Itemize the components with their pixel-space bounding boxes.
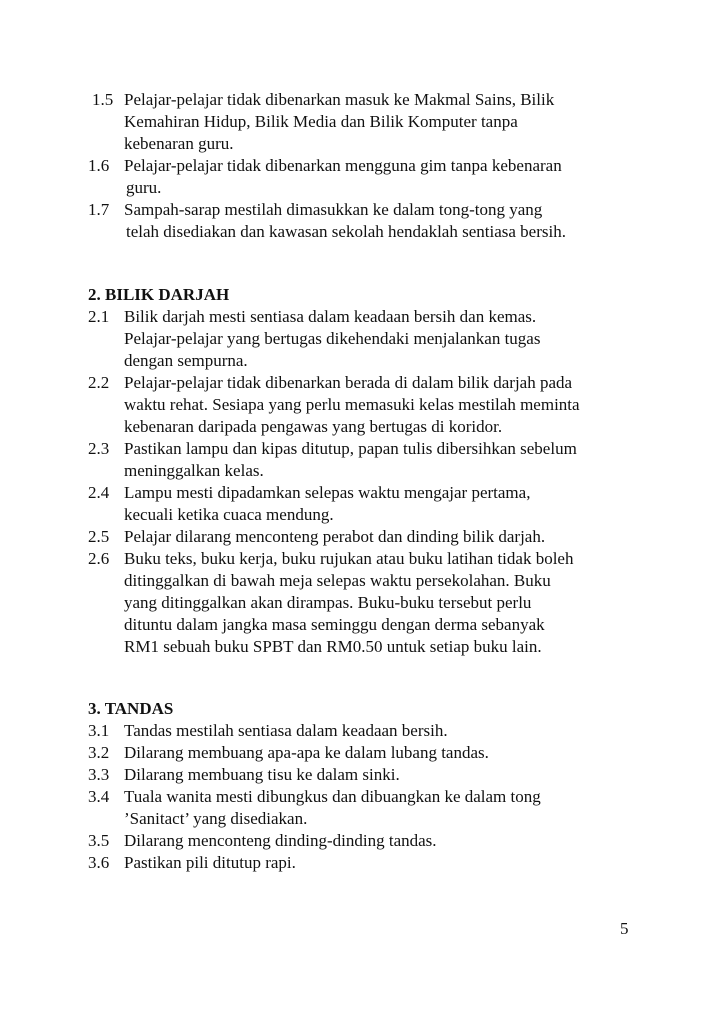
rule-number: 2.3 <box>88 439 110 458</box>
rule-text <box>124 438 654 482</box>
rule-text <box>124 155 654 199</box>
rule-number: 3.5 <box>88 831 110 850</box>
rule-line: Kemahiran Hidup, Bilik Media dan Bilik Komputer tanpa <box>124 112 518 131</box>
rule-line: telah disediakan dan kawasan sekolah hendaklah sentiasa bersih. <box>126 222 566 241</box>
rule-number: 1.7 <box>88 200 110 219</box>
rule-line: kebenaran guru. <box>124 134 234 153</box>
rule-text <box>124 720 654 742</box>
rule-text <box>124 742 654 764</box>
rule-text <box>124 372 654 438</box>
rule-number: 3.2 <box>88 743 110 762</box>
rule-number: 1.5 <box>92 90 114 109</box>
section-heading-bilik-darjah: 2. BILIK DARJAH <box>88 285 230 304</box>
rule-line: waktu rehat. Sesiapa yang perlu memasuki kelas mestilah meminta <box>124 395 580 414</box>
rule-number: 3.1 <box>88 721 110 740</box>
rule-line: Pelajar dilarang menconteng perabot dan dinding bilik darjah. <box>124 527 546 546</box>
rule-line: kebenaran daripada pengawas yang bertugas di koridor. <box>124 417 503 436</box>
rule-line: Sampah-sarap mestilah dimasukkan ke dalam tong-tong yang <box>124 200 543 219</box>
rule-number: 3.6 <box>88 853 110 872</box>
rule-line: Dilarang membuang tisu ke dalam sinki. <box>124 765 400 784</box>
rule-number: 3.4 <box>88 787 110 806</box>
rule-number: 2.2 <box>88 373 110 392</box>
rule-text <box>124 526 654 548</box>
rule-text <box>124 199 654 243</box>
rule-text <box>124 786 654 830</box>
rule-number: 1.6 <box>88 156 110 175</box>
rule-number: 2.5 <box>88 527 110 546</box>
rule-text <box>124 830 654 852</box>
rule-line: ditinggalkan di bawah meja selepas waktu persekolahan. Buku <box>124 571 551 590</box>
rule-line: Pastikan lampu dan kipas ditutup, papan tulis dibersihkan sebelum <box>124 439 577 458</box>
rule-text <box>124 852 654 874</box>
page-number: 5 <box>620 919 629 938</box>
rule-line: Pelajar-pelajar tidak dibenarkan berada di dalam bilik darjah pada <box>124 373 573 392</box>
rule-line: Tuala wanita mesti dibungkus dan dibuangkan ke dalam tong <box>124 787 541 806</box>
rule-line: Pastikan pili ditutup rapi. <box>124 853 296 872</box>
rule-text <box>124 548 654 658</box>
rule-line: Pelajar-pelajar tidak dibenarkan mengguna gim tanpa kebenaran <box>124 156 562 175</box>
rule-line: Buku teks, buku kerja, buku rujukan atau buku latihan tidak boleh <box>124 549 574 568</box>
rule-text <box>124 306 654 372</box>
rule-line: Pelajar-pelajar tidak dibenarkan masuk ke Makmal Sains, Bilik <box>124 90 555 109</box>
rule-text <box>124 89 654 155</box>
rule-line: Dilarang membuang apa-apa ke dalam lubang tandas. <box>124 743 489 762</box>
rule-line: guru. <box>126 178 162 197</box>
rule-line: Dilarang menconteng dinding-dinding tandas. <box>124 831 437 850</box>
rule-number: 2.6 <box>88 549 110 568</box>
rule-line: kecuali ketika cuaca mendung. <box>124 505 334 524</box>
rule-line: ’Sanitact’ yang disediakan. <box>124 809 308 828</box>
rule-line: Bilik darjah mesti sentiasa dalam keadaan bersih dan kemas. <box>124 307 537 326</box>
rule-line: meninggalkan kelas. <box>124 461 264 480</box>
rule-line: RM1 sebuah buku SPBT dan RM0.50 untuk setiap buku lain. <box>124 637 542 656</box>
rule-line: Lampu mesti dipadamkan selepas waktu mengajar pertama, <box>124 483 531 502</box>
rule-line: dengan sempurna. <box>124 351 248 370</box>
rule-number: 2.4 <box>88 483 110 502</box>
rule-text <box>124 764 654 786</box>
rule-line: yang ditinggalkan akan dirampas. Buku-buku tersebut perlu <box>124 593 532 612</box>
rule-number: 2.1 <box>88 307 110 326</box>
rule-line: Tandas mestilah sentiasa dalam keadaan bersih. <box>124 721 448 740</box>
rule-line: dituntu dalam jangka masa seminggu dengan derma sebanyak <box>124 615 545 634</box>
section-heading-tandas: 3. TANDAS <box>88 699 174 718</box>
rule-line: Pelajar-pelajar yang bertugas dikehendaki menjalankan tugas <box>124 329 541 348</box>
rule-text <box>124 482 654 526</box>
rule-number: 3.3 <box>88 765 110 784</box>
